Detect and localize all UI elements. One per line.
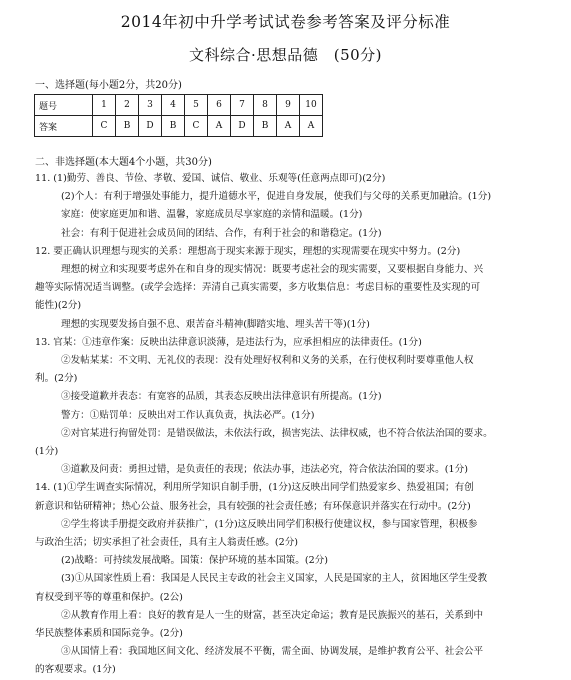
- answer-line: (3)①从国家性质上看：我国是人民民主专政的社会主义国家，人民是国家的主人，贫困地区学生受教: [61, 573, 488, 585]
- table-cell: B: [162, 116, 185, 137]
- answer-line: ②对官某进行拘留处罚：是错误做法，未依法行政，损害宪法、法律权威，也不符合依法治国的要求。: [61, 427, 493, 439]
- table-cell: D: [139, 116, 162, 137]
- answer-line: 社会：有利于促进社会成员间的团结、合作，有利于社会的和谐稳定。(1分): [61, 227, 382, 239]
- answer-line: 华民族整体素质和国际竞争。(2分): [35, 628, 183, 640]
- answer-line: ③道歉及问责：勇担过错，是负责任的表现；依法办事，违法必究，符合依法治国的要求。(1分): [61, 464, 468, 476]
- table-cell: 2: [116, 95, 139, 116]
- table-cell: B: [116, 116, 139, 137]
- table-header-cell: 题号: [35, 95, 93, 116]
- answer-line: 育权受到平等的尊重和保护。(2公): [35, 591, 183, 603]
- answer-line: ②从教育作用上看：良好的教育是人一生的财富，甚至决定命运；教育是民族振兴的基石，关系到中: [61, 609, 484, 621]
- answer-line: 新意识和钻研精神；热心公益、服务社会，具有较强的社会责任感；有环保意识并落实在行动中。(2分): [35, 500, 471, 512]
- answer-line: ②发帖某某：不文明、无礼仪的表现：没有处理好权利和义务的关系，在行使权利时要尊重他人权: [61, 355, 474, 367]
- answer-line: ②学生将读手册提交政府并获推广，(1分)这反映出同学们积极行使建议权，参与国家管理，积极参: [61, 518, 478, 530]
- table-row: [35, 95, 323, 116]
- table-row: [35, 116, 323, 137]
- answer-line: 的客观要求。(1分): [35, 664, 116, 676]
- answer-line: 利。(2分): [35, 373, 78, 385]
- answer-table: [34, 94, 323, 137]
- answer-line: 与政治生活；切实承担了社会责任，具有主人翁责任感。(2分): [35, 537, 299, 549]
- table-cell: 4: [162, 95, 185, 116]
- table-cell: D: [231, 116, 254, 137]
- answer-line: 家庭：使家庭更加和谐、温馨，家庭成员尽享家庭的亲情和温暖。(1分): [61, 209, 363, 221]
- table-cell: B: [254, 116, 277, 137]
- answer-line: 理想的实现要发扬自强不息、艰苦奋斗精神(脚踏实地、埋头苦干等)(1分): [61, 318, 370, 330]
- table-cell: 9: [277, 95, 300, 116]
- answer-line: (2)个人：有利于增强处事能力，提升道德水平，促进自身发展，使我们与父母的关系更加融洽。(1分): [61, 191, 492, 203]
- table-cell: 10: [300, 95, 323, 116]
- answer-line: 趣等实际情况适当调整。(或学会选择：弄清自己真实需要，多方收集信息：考虑目标的重要性及实现的可: [35, 282, 481, 294]
- table-cell: A: [300, 116, 323, 137]
- table-cell: 3: [139, 95, 162, 116]
- table-header-cell: 答案: [35, 116, 93, 137]
- table-cell: A: [277, 116, 300, 137]
- answer-line: ③从国情上看：我国地区间文化、经济发展不平衡，需全面、协调发展，是维护教育公平、社会公平: [61, 646, 484, 658]
- answer-line: ③接受道歉并表态：有宽容的品质，其表态反映出法律意识有所提高。(1分): [61, 391, 382, 403]
- answer-line: 能性)(2分): [35, 300, 82, 312]
- table-cell: 7: [231, 95, 254, 116]
- table-cell: 6: [208, 95, 231, 116]
- answer-line: 13. 官某：①违章作案：反映出法律意识淡薄，是违法行为，应承担相应的法律责任。(1分): [35, 336, 422, 348]
- answer-line: 11. (1)勤劳、善良、节俭、孝敬、爱国、诚信、敬业、乐观等(任意两点即可)(2分): [35, 173, 386, 184]
- page-title: 2014年初中升学考试试卷参考答案及评分标准: [120, 13, 451, 31]
- answer-line: 14. (1)①学生调查实际情况，利用所学知识自制手册，(1分)这反映出同学们热爱家乡、热爱祖国；有创: [35, 482, 474, 494]
- section2-heading: 二、非选择题(本大题4个小题，共30分): [35, 157, 212, 168]
- page-subtitle: 文科综合·思想品德 (50分): [188, 46, 383, 64]
- table-cell: 5: [185, 95, 208, 116]
- answer-line: 12. 要正确认识理想与现实的关系：理想高于现实来源于现实，理想的实现需要在现实中努力。(2分): [35, 245, 461, 257]
- table-cell: A: [208, 116, 231, 137]
- table-cell: C: [93, 116, 116, 137]
- section1-heading: 一、选择题(每小题2分，共20分): [35, 80, 182, 91]
- table-cell: 1: [93, 95, 116, 116]
- answer-line: (2)战略：可持续发展战略。国策：保护环境的基本国策。(2分): [61, 555, 329, 567]
- table-cell: 8: [254, 95, 277, 116]
- answer-line: (1分): [35, 446, 59, 458]
- answer-line: 理想的树立和实现要考虑外在和自身的现实情况：既要考虑社会的现实需要，又要根据自身能力、兴: [61, 264, 484, 276]
- table-cell: C: [185, 116, 208, 137]
- answer-line: 警方：①贴罚单：反映出对工作认真负责，执法必严。(1分): [61, 409, 315, 421]
- answer-body: [35, 170, 555, 680]
